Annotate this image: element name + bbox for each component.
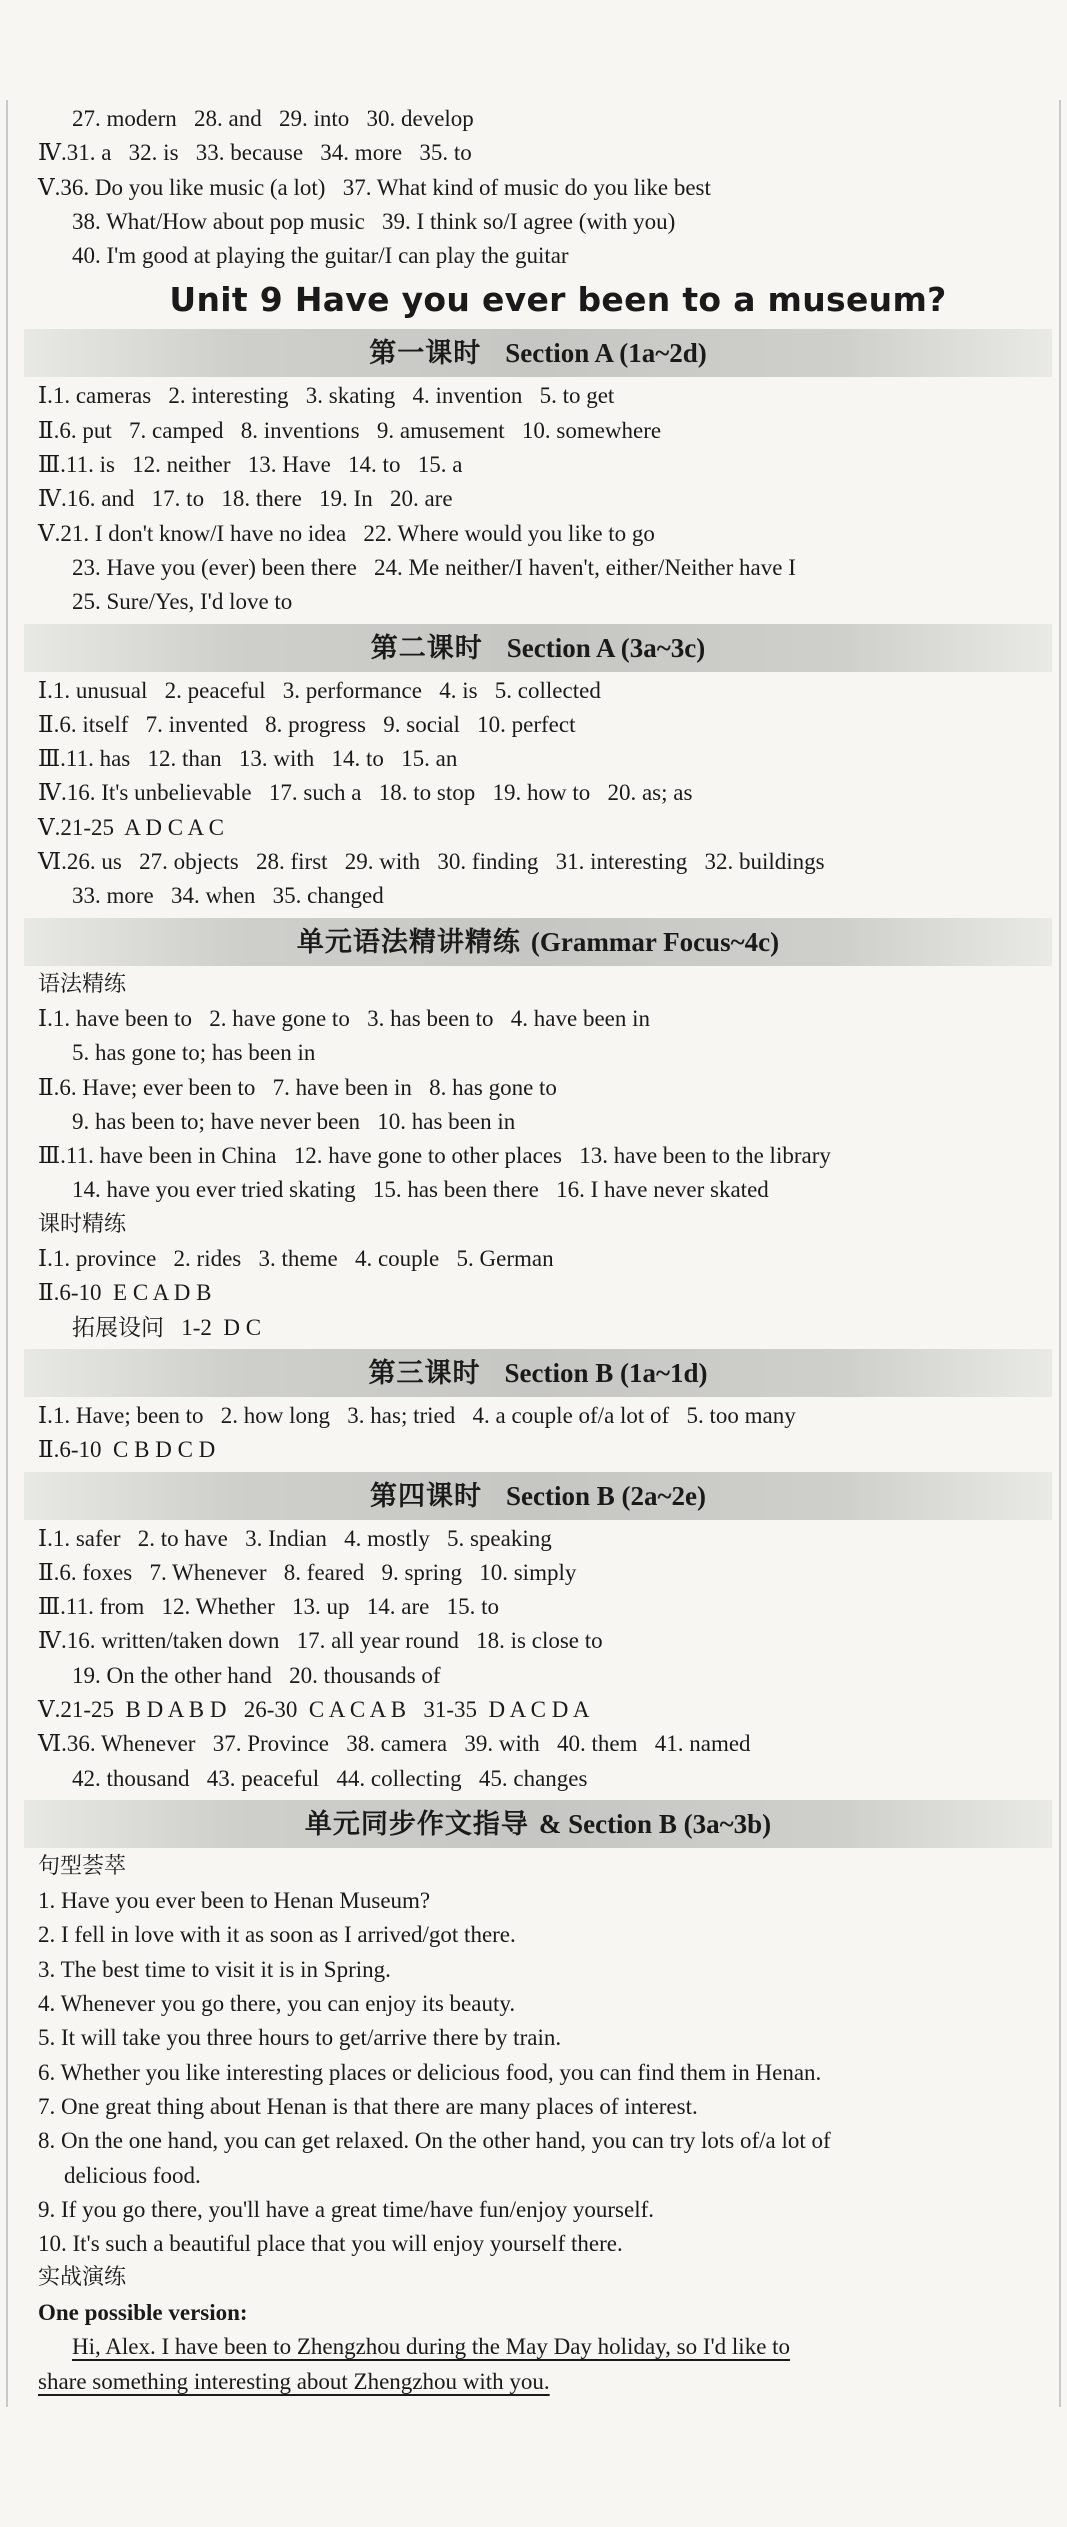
answer-line: 14. have you ever tried skating 15. has been there 16. I have never skated <box>72 1177 769 1203</box>
sentence-line: 8. On the one hand, you can get relaxed. On the other hand, you can try lots of/a lot of <box>38 2128 831 2154</box>
answer-line: Ⅱ.6. put 7. camped 8. inventions 9. amusement 10. somewhere <box>38 417 662 443</box>
answer-line: 40. I'm good at playing the guitar/I can play the guitar <box>72 243 569 269</box>
section-header-writing <box>24 1800 1052 1848</box>
answer-line: Ⅲ.11. is 12. neither 13. Have 14. to 15. a <box>38 452 463 478</box>
subsection-label: 句型荟萃 <box>38 1853 127 1879</box>
section-header-en: (Grammar Focus~4c) <box>530 926 780 957</box>
answer-line: 33. more 34. when 35. changed <box>72 883 384 909</box>
answer-line: Ⅲ.11. has 12. than 13. with 14. to 15. an <box>38 746 458 772</box>
unit-title: Unit 9 Have you ever been to a museum? <box>169 280 947 320</box>
sentence-line: delicious food. <box>64 2162 201 2188</box>
sentence-line: 9. If you go there, you'll have a great time/have fun/enjoy yourself. <box>38 2196 655 2222</box>
answer-line: Ⅵ.36. Whenever 37. Province 38. camera 39. with 40. them 41. named <box>38 1731 751 1757</box>
left-margin-line <box>6 100 8 2407</box>
answer-line: Ⅴ.21. I don't know/I have no idea 22. Where would you like to go <box>38 520 655 546</box>
answer-line: Ⅰ.1. cameras 2. interesting 3. skating 4. invention 5. to get <box>38 383 615 409</box>
section-header-1 <box>24 329 1052 377</box>
answer-line: 19. On the other hand 20. thousands of <box>72 1662 441 1688</box>
answer-line: Ⅰ.1. province 2. rides 3. theme 4. couple 5. German <box>38 1246 554 1272</box>
section-header-en: Section A (3a~3c) <box>506 632 706 663</box>
subsection-label: 课时精练 <box>38 1211 127 1237</box>
section-header-3 <box>24 1349 1052 1397</box>
section-header-grammar <box>24 918 1052 966</box>
section-header-en: Section B (2a~2e) <box>505 1480 706 1511</box>
answer-line: Ⅴ.36. Do you like music (a lot) 37. What kind of music do you like best <box>38 174 711 200</box>
answer-line: Ⅱ.6-10 E C A D B <box>38 1280 212 1306</box>
section-header-2 <box>24 624 1052 672</box>
answer-line: Ⅴ.21-25 B D A B D 26-30 C A C A B 31-35 D A C D A <box>38 1696 590 1722</box>
sentence-line: 2. I fell in love with it as soon as I arrived/got there. <box>38 1922 516 1948</box>
answer-line: Ⅱ.6. foxes 7. Whenever 8. feared 9. spring 10. simply <box>38 1559 577 1585</box>
sentence-line: 4. Whenever you go there, you can enjoy its beauty. <box>38 1991 516 2017</box>
answer-line: Ⅲ.11. have been in China 12. have gone to other places 13. have been to the library <box>38 1143 831 1169</box>
answer-line: Ⅰ.1. unusual 2. peaceful 3. performance 4. is 5. collected <box>38 677 601 703</box>
answer-line: Ⅰ.1. have been to 2. have gone to 3. has been to 4. have been in <box>38 1005 651 1031</box>
essay-line: Hi, Alex. I have been to Zhengzhou during the May Day holiday, so I'd like to <box>72 2334 791 2360</box>
answer-line: Ⅵ.26. us 27. objects 28. first 29. with 30. finding 31. interesting 32. buildings <box>38 849 825 875</box>
subsection-label: 语法精练 <box>38 971 127 997</box>
essay-line: share something interesting about Zhengzhou with you. <box>38 2368 550 2394</box>
answer-line: Ⅱ.6-10 C B D C D <box>38 1437 216 1463</box>
answer-line: Ⅴ.21-25 A D C A C <box>38 814 224 840</box>
answer-line: 27. modern 28. and 29. into 30. develop <box>72 106 474 131</box>
sentence-line: 6. Whether you like interesting places or delicious food, you can find them in Henan. <box>38 2059 822 2085</box>
answer-line: 25. Sure/Yes, I'd love to <box>72 589 293 615</box>
section-header-cn: 第四课时 <box>369 1480 482 1512</box>
section-header-4 <box>24 1472 1052 1520</box>
sentence-line: 5. It will take you three hours to get/arrive there by train. <box>38 2025 562 2051</box>
answer-line: 9. has been to; have never been 10. has been in <box>72 1108 516 1134</box>
answer-line: Ⅱ.6. itself 7. invented 8. progress 9. social 10. perfect <box>38 711 576 737</box>
sentence-line: 1. Have you ever been to Henan Museum? <box>38 1888 431 1914</box>
sentence-line: 3. The best time to visit it is in Spring. <box>38 1956 391 1982</box>
sentence-line: 10. It's such a beautiful place that you will enjoy yourself there. <box>38 2231 623 2257</box>
section-header-en: Section A (1a~2d) <box>505 338 707 369</box>
answer-key-page <box>38 102 1038 2399</box>
answer-line: 23. Have you (ever) been there 24. Me neither/I haven't, either/Neither have I <box>72 554 796 580</box>
answer-line: Ⅰ.1. safer 2. to have 3. Indian 4. mostly 5. speaking <box>38 1525 552 1551</box>
answer-line: Ⅳ.31. a 32. is 33. because 34. more 35. to <box>38 140 472 166</box>
section-header-en: Section B (1a~1d) <box>504 1357 708 1388</box>
sentence-line: 7. One great thing about Henan is that there are many places of interest. <box>38 2093 698 2119</box>
answer-line: Ⅳ.16. written/taken down 17. all year round 18. is close to <box>38 1628 603 1654</box>
answer-line: Ⅱ.6. Have; ever been to 7. have been in 8. has gone to <box>38 1074 557 1100</box>
essay-text <box>38 2330 1038 2399</box>
answer-line: Ⅰ.1. Have; been to 2. how long 3. has; tried 4. a couple of/a lot of 5. too many <box>38 1402 796 1428</box>
answer-line: Ⅳ.16. It's unbelievable 17. such a 18. to stop 19. how to 20. as; as <box>38 780 693 806</box>
answer-line: 5. has gone to; has been in <box>72 1040 316 1066</box>
version-label: One possible version: <box>38 2299 248 2325</box>
right-margin-line <box>1059 100 1061 2407</box>
section-header-cn: 单元语法精讲精练 <box>296 926 521 958</box>
section-header-cn: 第二课时 <box>370 632 483 664</box>
section-header-cn: 第三课时 <box>368 1357 481 1389</box>
answer-line: 42. thousand 43. peaceful 44. collecting 45. changes <box>72 1765 588 1791</box>
section-header-cn: 单元同步作文指导 <box>304 1808 529 1840</box>
section-header-en: & Section B (3a~3b) <box>538 1808 772 1839</box>
answer-line: Ⅳ.16. and 17. to 18. there 19. In 20. are <box>38 486 453 512</box>
answer-line: Ⅲ.11. from 12. Whether 13. up 14. are 15. to <box>38 1594 500 1620</box>
section-header-cn: 第一课时 <box>369 338 482 370</box>
subsection-label: 实战演练 <box>38 2265 127 2291</box>
answer-line: 38. What/How about pop music 39. I think so/I agree (with you) <box>72 208 676 234</box>
answer-line: 拓展设问 1-2 D C <box>72 1314 262 1340</box>
